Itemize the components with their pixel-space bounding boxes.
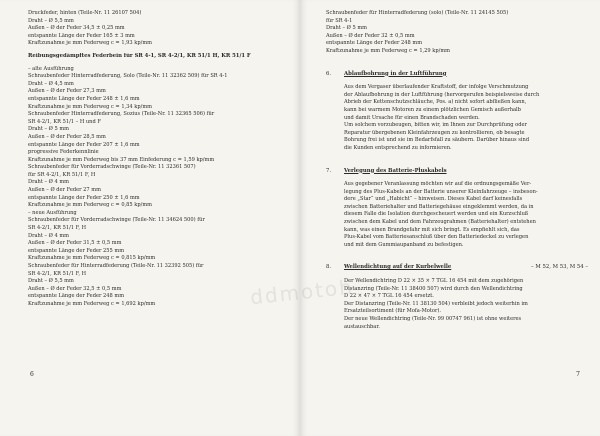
page-number-right: 7 — [576, 371, 580, 378]
text-line: legung des Plus-Kabels an der Batterie unserer Kleinfahrzeuge – insbeson- — [344, 188, 538, 195]
section-title: Wellendichtung auf der Kurbelwelle — [344, 264, 452, 271]
text-line: Abrieb der Kettenschutzschläuche, Pos. a) nicht sofort abfließen kann, — [344, 99, 527, 106]
text-line: und damit Ursache für einen Brandschaden werden. — [344, 114, 480, 121]
section-aside: – M 52, M 53, M 54 – — [531, 264, 588, 271]
text-line: zwischen dem Kabel und dem Fahrzeugrahmen (Batteriehalter) entstehen — [344, 219, 536, 226]
text-line: Der neue Wellendichtring (Teile-Nr. 99 00747 961) ist ohne weiteres — [344, 316, 522, 322]
section-title: Verlegung des Batterie-Pluskabels — [344, 167, 447, 174]
spacer — [326, 153, 588, 166]
text-line: zwischen Batteriehalter und Batteriegehäuse eingeklemmt werden, da in — [344, 203, 534, 210]
text-line: Der Wellendichtring D 22 × 35 × 7 TGL 16 454 mit dem zugehörigen — [344, 278, 524, 285]
text-line: SR 4-2/1, KR 51/1 F, H — [28, 225, 87, 232]
text-line: Außen – Ø der Feder 32 ± 0,5 mm — [326, 32, 415, 39]
text-line: Schraubenfeder für Hinterradfederung (solo) (Teile-Nr. 11 24145 505) — [326, 10, 509, 16]
left-page-text — [28, 10, 296, 309]
text-line: der Ablaufbohrung in der Luftführung (hervorgerufen beispielsweise durch — [344, 91, 540, 98]
text-line: Schraubenfeder für Hinterradfederung (Teile-Nr. 11 32392 505) für — [28, 263, 204, 269]
text-line: entspannte Länge der Feder 255 mm — [28, 247, 125, 254]
section-heading — [326, 168, 588, 176]
text-line: Schraubenfeder Hinterradfederung, Solo (Teile-Nr. 11 32362 509) für SR 4-1 — [28, 73, 228, 80]
text-line: Außen – Ø der Feder 28,5 mm — [28, 133, 106, 140]
right-page — [300, 0, 600, 436]
text-line: entspannte Länge der Feder 248 mm — [326, 40, 423, 47]
right-page-intro — [326, 10, 588, 56]
text-line: Draht – Ø 5 mm — [28, 126, 69, 133]
text-line: Draht – Ø 5,5 mm — [28, 278, 74, 285]
section-title: Ablaufbohrung in der Luftführung — [344, 70, 447, 77]
text-line: – alte Ausführung — [28, 65, 74, 72]
text-line: entspannte Länge der Feder 248 mm — [28, 293, 125, 300]
text-line: kann, was einen Brandgefahr mit sich bringt. Es empfiehlt sich, das — [344, 226, 520, 233]
text-line: Schraubenfeder für Vorderradschwinge (Teile-Nr. 11 34624 500) für — [28, 217, 205, 224]
text-line: entspannte Länge der Feder 165 ± 3 mm — [28, 32, 135, 39]
text-line: diesem Falle die Isolation durchgescheuert werden und ein Kurzschluß — [344, 211, 529, 218]
text-line: Um solchem vorzubeugen, bitten wir, im Ihnen zur Durchprüfung oder — [344, 122, 527, 129]
right-page-sections — [326, 56, 588, 332]
text-line: Schraubenfeder Hinterradfederung, Sozius (Teile-Nr. 11 32365 506) für — [28, 111, 215, 118]
text-line: Kraftzunahme je mm Federweg c = 1,93 kp/mm — [28, 40, 153, 47]
text-line: austauschbar. — [344, 323, 380, 330]
text-line: Der Distanzring (Teile-Nr. 11 38130 504) verbleibt jedoch weiterhin im — [344, 300, 528, 307]
text-line: Außen – Ø der Feder 27,3 mm — [28, 88, 106, 95]
text-line: Kraftzunahme je mm Federweg c = 1,692 kp/mm — [28, 300, 156, 307]
spacer — [326, 249, 588, 262]
section-heading — [326, 71, 588, 79]
text-line: Außen – Ø der Feder 31,5 ± 0,5 mm — [28, 240, 122, 247]
text-line: Distanzring (Teile-Nr. 11 38400 507) wird durch den Wellendichtring — [344, 285, 523, 292]
text-line: und mit dem Gummiaupanband zu befestigen. — [344, 241, 464, 248]
section-paragraph — [326, 84, 588, 152]
text-line: Kraftzunahme je mm Federweg bis 37 mm Einfederung c = 1,59 kp/mm — [28, 156, 215, 163]
text-line: entspannte Länge der Feder 248 ± 1,6 mm — [28, 95, 140, 102]
text-line: Draht – Ø 4,5 mm — [28, 80, 74, 87]
text-line: Kraftzunahme je mm Federweg c = 1,34 kp/mm — [28, 103, 153, 110]
text-line: entspannte Länge der Feder 250 ± 1,6 mm — [28, 194, 140, 201]
text-line: dere „Star“ und „Habicht“ – hinweisen. Dieses Kabel darf keinesfalls — [344, 196, 523, 203]
text-line: Schraubenfeder für Vorderradschwinge (Teile-Nr. 11 32361 507) — [28, 164, 196, 171]
section-number: 6. — [326, 70, 332, 77]
section-number: 7. — [326, 167, 332, 174]
text-line: Druckfeder, hinten (Teile-Nr. 11 26107 504) — [28, 10, 142, 16]
text-line: die Kunden entsprechend zu informieren. — [344, 144, 452, 151]
text-line: Außen – Ø der Feder 34,5 ± 0,25 mm — [28, 25, 125, 32]
section-paragraph — [326, 181, 588, 249]
text-line: Draht – Ø 5,5 mm — [28, 17, 74, 24]
text-line: für SR 4-2/1, KR 51/1 F, H — [28, 171, 96, 178]
text-line: Aus dem Vergaser überlaufender Kraftstoff, der infolge Verschmutzung — [344, 84, 529, 91]
text-line: Außen – Ø der Feder 27 mm — [28, 187, 101, 194]
text-line: Kraftzunahme je mm Federweg c = 0,815 kp/mm — [28, 255, 156, 262]
text-line: SR 4-2/1, KR 51/1 – H und F — [28, 118, 101, 125]
text-line: Reparatur übergebenen Kleinfahrzeugen zu kontrollieren, ob besagte — [344, 129, 525, 136]
text-line: D 22 × 47 × 7 TGL 16 454 ersetzt. — [344, 293, 434, 300]
text-line: Draht – Ø 4 mm — [28, 232, 69, 239]
section-heading — [326, 264, 588, 272]
text-line: – neue Ausführung — [28, 209, 77, 216]
page-number-left: 6 — [30, 371, 34, 378]
section-heading: Reibungsgedämpftes Federbein für SR 4-1, SR 4-2/1, KR 51/1 H, KR 51/1 F — [28, 52, 251, 59]
text-line: Kraftzunahme je mm Federweg c = 0,85 kp/mm — [28, 202, 153, 209]
section-paragraph — [326, 278, 588, 331]
text-line: progressive Federkennlinie — [28, 149, 99, 156]
text-line: Kraftzunahme je mm Federweg c = 1,29 kp/mm — [326, 47, 451, 54]
text-line: für SR 4-1 — [326, 17, 353, 24]
text-line: Bohrung frei ist und sie im Bedarfsfall zu säubern. Darüber hinaus sind — [344, 137, 530, 144]
text-line: Plus-Kabel vom Batteriesanschluß über den Batteriedeckel zu verlegen — [344, 234, 529, 241]
text-line: SR 4-2/1, KR 51/1 F, H — [28, 270, 87, 277]
text-line: entspannte Länge der Feder 207 ± 1,6 mm — [28, 141, 140, 148]
text-line: kann bei warmem Motoren zu einem plötzlichen Gemisch außerhalb — [344, 106, 521, 113]
text-line: Außen – Ø der Feder 32,5 ± 0,5 mm — [28, 285, 122, 292]
text-line: Aus gegebener Veranlassung möchten wir auf die ordnungsgemäße Ver- — [344, 181, 532, 188]
text-line: Draht – Ø 5 mm — [326, 25, 367, 32]
section-number: 8. — [326, 264, 332, 271]
text-line: Ersatzteilsortiment (für Mofa-Motor). — [344, 308, 442, 315]
spacer — [326, 56, 588, 69]
text-line: Draht – Ø 4 mm — [28, 179, 69, 186]
